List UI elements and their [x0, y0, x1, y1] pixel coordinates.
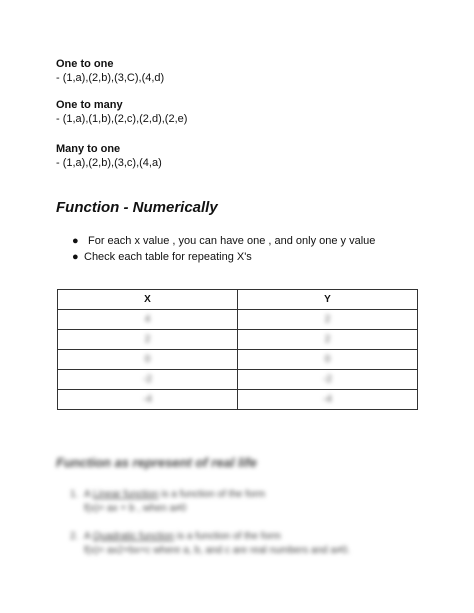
bullet-item — [72, 233, 375, 249]
table-row — [58, 350, 418, 370]
bullet-text: Check each table for repeating X's — [84, 251, 252, 263]
list-item — [70, 530, 350, 544]
table-cell: -4 — [58, 390, 238, 410]
relation-heading: One to one — [56, 58, 114, 70]
table-cell: 2 — [238, 330, 418, 350]
table-cell: 2 — [238, 310, 418, 330]
table-row — [58, 390, 418, 410]
relation-one-to-many — [56, 98, 187, 126]
item-detail: f(x)= ax + b , when a≠0 — [84, 503, 187, 514]
relation-pairs: - (1,a),(2,b),(3,C),(4,d) — [56, 72, 165, 84]
numbered-item — [70, 530, 350, 558]
xy-table-container — [57, 289, 418, 410]
relation-one-to-one — [56, 57, 164, 85]
item-suffix: is a function of the form — [174, 531, 281, 542]
table-cell: -2 — [238, 370, 418, 390]
table-header-row — [58, 290, 418, 310]
column-header-y: Y — [238, 290, 418, 310]
table-cell: 4 — [58, 310, 238, 330]
relation-heading: One to many — [56, 99, 123, 111]
relation-many-to-one — [56, 142, 162, 170]
table-cell: 2 — [58, 330, 238, 350]
item-term-link: Quadratic function — [92, 531, 175, 542]
relation-pairs: - (1,a),(1,b),(2,c),(2,d),(2,e) — [56, 113, 188, 125]
table-row — [58, 310, 418, 330]
section-title-numerically: Function - Numerically — [56, 199, 218, 216]
table-row — [58, 370, 418, 390]
column-header-x: X — [58, 290, 238, 310]
item-prefix: A — [84, 489, 93, 500]
item-detail: f(x)= ax2+bx+c where a, b, and c are real numbers and a≠0. — [84, 545, 350, 556]
item-suffix: is a function of the form — [158, 489, 266, 500]
bullet-dot-icon: ● — [72, 251, 79, 263]
table-cell: -2 — [58, 370, 238, 390]
xy-table — [57, 289, 418, 410]
bullet-dot-icon: ● — [72, 235, 79, 247]
section-title-real-life: Function as represent of real life — [56, 455, 257, 470]
item-number: 1. — [70, 489, 79, 500]
list-item — [70, 488, 265, 502]
relation-pairs: - (1,a),(2,b),(3,c),(4,a) — [56, 157, 162, 169]
bullet-item — [72, 249, 375, 265]
table-cell: 0 — [238, 350, 418, 370]
table-cell: -4 — [238, 390, 418, 410]
numbered-item — [70, 488, 265, 516]
item-number: 2. — [70, 531, 79, 542]
bullet-list — [72, 233, 375, 265]
item-prefix: A — [84, 531, 93, 542]
table-row — [58, 330, 418, 350]
relation-heading: Many to one — [56, 143, 121, 155]
bullet-text: For each x value , you can have one , and only one y value — [88, 235, 376, 247]
table-cell: 0 — [58, 350, 238, 370]
item-term-link: Linear function — [92, 489, 159, 500]
